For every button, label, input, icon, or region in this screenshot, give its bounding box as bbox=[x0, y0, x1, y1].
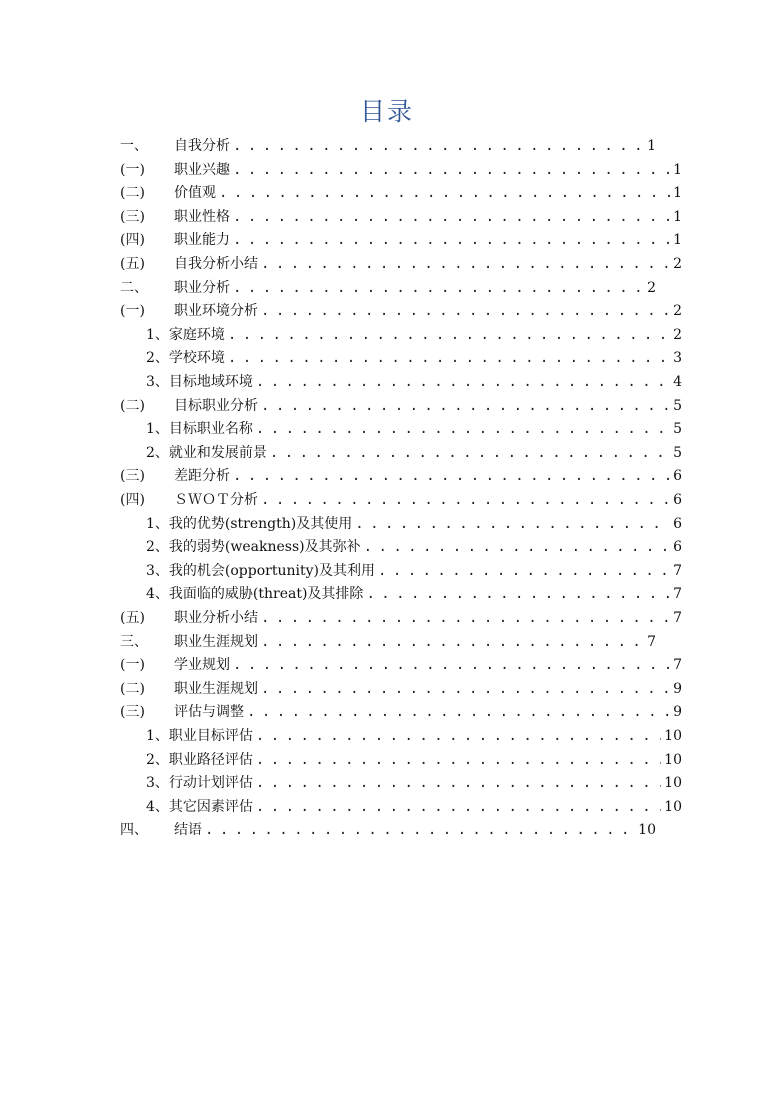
toc-entry[interactable] bbox=[120, 818, 656, 842]
toc-entry-title: 3、我的机会(opportunity)及其利用 bbox=[146, 562, 375, 579]
toc-entry-page-number: 2 bbox=[647, 279, 656, 296]
toc-entry-page-number: 6 bbox=[673, 492, 682, 508]
toc-dot-leader bbox=[261, 252, 670, 276]
toc-entry-title: 1、目标职业名称 bbox=[146, 421, 253, 438]
toc-entry-title: 学业规划 bbox=[174, 657, 230, 674]
toc-entry-number: (三) bbox=[120, 208, 145, 225]
toc-entry[interactable] bbox=[146, 346, 682, 370]
toc-entry[interactable] bbox=[120, 630, 656, 654]
toc-entry[interactable] bbox=[146, 370, 682, 394]
toc-dot-leader bbox=[233, 464, 670, 488]
toc-entry-title: 4、我面临的威胁(threat)及其排除 bbox=[146, 586, 364, 603]
toc-dot-leader bbox=[256, 795, 661, 819]
toc-dot-leader bbox=[233, 653, 670, 677]
toc-dot-leader bbox=[256, 724, 661, 748]
toc-entry-title: 职业生涯规划 bbox=[174, 633, 258, 650]
toc-entry[interactable] bbox=[120, 134, 656, 158]
toc-entry[interactable] bbox=[146, 323, 682, 347]
toc-entry-page-number: 10 bbox=[664, 728, 682, 744]
toc-entry[interactable] bbox=[120, 299, 682, 323]
toc-entry-number: 二、 bbox=[120, 279, 148, 296]
toc-entry[interactable] bbox=[120, 181, 682, 205]
toc-entry[interactable] bbox=[146, 795, 682, 819]
toc-entry-page-number: 7 bbox=[673, 562, 682, 579]
toc-dot-leader bbox=[256, 417, 670, 441]
toc-entry[interactable] bbox=[120, 700, 682, 724]
toc-entry-title: 3、目标地域环境 bbox=[146, 374, 253, 390]
toc-entry-number: 四、 bbox=[120, 822, 148, 839]
toc-entry-page-number: 10 bbox=[638, 822, 656, 839]
toc-entry-number: (五) bbox=[120, 256, 145, 272]
toc-entry-page-number: 1 bbox=[673, 185, 682, 202]
toc-dot-leader bbox=[228, 346, 670, 370]
toc-dot-leader bbox=[228, 323, 670, 347]
toc-entry-page-number: 4 bbox=[673, 374, 682, 390]
toc-entry-page-number: 5 bbox=[673, 444, 682, 461]
toc-entry-title: 职业生涯规划 bbox=[174, 680, 258, 697]
toc-entry[interactable] bbox=[120, 394, 682, 418]
toc-entry-number: 一、 bbox=[120, 138, 148, 154]
toc-entry-title: 结语 bbox=[174, 822, 202, 839]
toc-entry-number: (二) bbox=[120, 397, 145, 414]
toc-entry[interactable] bbox=[120, 158, 682, 182]
toc-entry-title: 职业能力 bbox=[174, 232, 230, 249]
toc-entry-page-number: 7 bbox=[647, 633, 656, 650]
toc-entry-title: 1、家庭环境 bbox=[146, 326, 225, 343]
toc-entry-number: (一) bbox=[120, 161, 145, 178]
toc-dot-leader bbox=[261, 606, 670, 630]
toc-entry-title: 2、就业和发展前景 bbox=[146, 444, 267, 461]
toc-entry-page-number: 1 bbox=[647, 138, 656, 154]
toc-entry-number: (五) bbox=[120, 610, 145, 626]
toc-entry-page-number: 6 bbox=[673, 539, 682, 556]
toc-dot-leader bbox=[366, 582, 670, 606]
toc-dot-leader bbox=[355, 512, 670, 536]
toc-entry-title: 2、我的弱势(weakness)及其弥补 bbox=[146, 539, 361, 556]
toc-entry-page-number: 10 bbox=[664, 751, 682, 768]
toc-entry-title: 职业兴趣 bbox=[174, 161, 230, 178]
toc-entry[interactable] bbox=[120, 252, 682, 276]
toc-entry[interactable] bbox=[146, 535, 682, 559]
toc-entry[interactable] bbox=[146, 582, 682, 606]
toc-dot-leader bbox=[261, 488, 670, 512]
toc-dot-leader bbox=[233, 205, 670, 229]
toc-entry-number: (一) bbox=[120, 303, 145, 320]
toc-entry-title: 自我分析小结 bbox=[174, 256, 258, 272]
toc-entry-page-number: 9 bbox=[673, 704, 682, 721]
toc-entry-number: (三) bbox=[120, 468, 145, 485]
toc-entry[interactable] bbox=[120, 653, 682, 677]
toc-entry-title: 职业环境分析 bbox=[174, 303, 258, 320]
toc-entry-title: 自我分析 bbox=[174, 138, 230, 154]
toc-dot-leader bbox=[256, 370, 670, 394]
toc-entry[interactable] bbox=[146, 441, 682, 465]
toc-entry[interactable] bbox=[120, 228, 682, 252]
toc-dot-leader bbox=[270, 441, 670, 465]
toc-entry-page-number: 1 bbox=[673, 161, 682, 178]
toc-entry-number: (三) bbox=[120, 704, 145, 721]
toc-entry[interactable] bbox=[146, 771, 682, 795]
toc-dot-leader bbox=[364, 535, 670, 559]
toc-entry-title: 目标职业分析 bbox=[174, 397, 258, 414]
toc-entry-page-number: 7 bbox=[673, 610, 682, 626]
toc-entry-title: 3、行动计划评估 bbox=[146, 775, 253, 792]
toc-entry[interactable] bbox=[120, 464, 682, 488]
toc-entry[interactable] bbox=[146, 559, 682, 583]
toc-entry-number: (四) bbox=[120, 232, 145, 249]
toc-entry-page-number: 5 bbox=[673, 421, 682, 438]
toc-entry-title: 差距分析 bbox=[174, 468, 230, 485]
toc-entry-page-number: 2 bbox=[673, 326, 682, 343]
toc-entry-page-number: 6 bbox=[673, 468, 682, 485]
toc-entry-title: 1、我的优势(strength)及其使用 bbox=[146, 515, 353, 532]
toc-entry-title: ＳＷＯＴ分析 bbox=[174, 492, 258, 508]
toc-entry[interactable] bbox=[120, 677, 682, 701]
toc-entry-page-number: 7 bbox=[673, 657, 682, 674]
toc-dot-leader bbox=[261, 630, 644, 654]
toc-entry-page-number: 2 bbox=[673, 256, 682, 272]
toc-entry-title: 职业性格 bbox=[174, 208, 230, 225]
toc-entry-number: 三、 bbox=[120, 633, 148, 650]
toc-entry-page-number: 1 bbox=[673, 232, 682, 249]
toc-dot-leader bbox=[233, 134, 644, 158]
toc-entry-title: 2、学校环境 bbox=[146, 350, 225, 367]
toc-entry-title: 4、其它因素评估 bbox=[146, 798, 253, 815]
toc-title: 目录 bbox=[359, 97, 414, 126]
toc-dot-leader bbox=[233, 158, 670, 182]
toc-entry-title: 2、职业路径评估 bbox=[146, 751, 253, 768]
toc-entry-page-number: 5 bbox=[673, 397, 682, 414]
toc-entry-title: 职业分析小结 bbox=[174, 610, 258, 626]
toc-entry-page-number: 9 bbox=[673, 680, 682, 697]
toc-entry[interactable] bbox=[120, 606, 682, 630]
toc-entry-page-number: 10 bbox=[664, 798, 682, 815]
toc-entry-number: (二) bbox=[120, 185, 145, 202]
toc-dot-leader bbox=[261, 677, 670, 701]
toc-entry-number: (四) bbox=[120, 492, 145, 508]
toc-entry-title: 职业分析 bbox=[174, 279, 230, 296]
toc-entry-title: 评估与调整 bbox=[174, 704, 244, 721]
toc-dot-leader bbox=[233, 228, 670, 252]
toc-entry-page-number: 2 bbox=[673, 303, 682, 320]
toc-dot-leader bbox=[233, 276, 644, 300]
toc-entry[interactable] bbox=[120, 205, 682, 229]
toc-entry[interactable] bbox=[120, 276, 656, 300]
toc-entry[interactable] bbox=[120, 488, 682, 512]
toc-dot-leader bbox=[256, 771, 661, 795]
toc-entry-page-number: 7 bbox=[673, 586, 682, 603]
toc-dot-leader bbox=[205, 818, 635, 842]
toc-entry[interactable] bbox=[146, 417, 682, 441]
toc-dot-leader bbox=[219, 181, 670, 205]
toc-entry-title: 价值观 bbox=[174, 185, 216, 202]
toc-entry-page-number: 10 bbox=[664, 775, 682, 792]
toc-entry-title: 1、职业目标评估 bbox=[146, 728, 253, 744]
toc-dot-leader bbox=[378, 559, 670, 583]
toc-dot-leader bbox=[261, 394, 670, 418]
toc-entry[interactable] bbox=[146, 724, 682, 748]
toc-dot-leader bbox=[247, 700, 670, 724]
toc-entry[interactable] bbox=[146, 748, 682, 772]
toc-entry-page-number: 6 bbox=[673, 515, 682, 532]
toc-entry-number: (一) bbox=[120, 657, 145, 674]
toc-dot-leader bbox=[261, 299, 670, 323]
toc-dot-leader bbox=[256, 748, 661, 772]
toc-entry-number: (二) bbox=[120, 680, 145, 697]
toc-entry-page-number: 3 bbox=[673, 350, 682, 367]
toc-entry-page-number: 1 bbox=[673, 208, 682, 225]
toc-entry[interactable] bbox=[146, 512, 682, 536]
